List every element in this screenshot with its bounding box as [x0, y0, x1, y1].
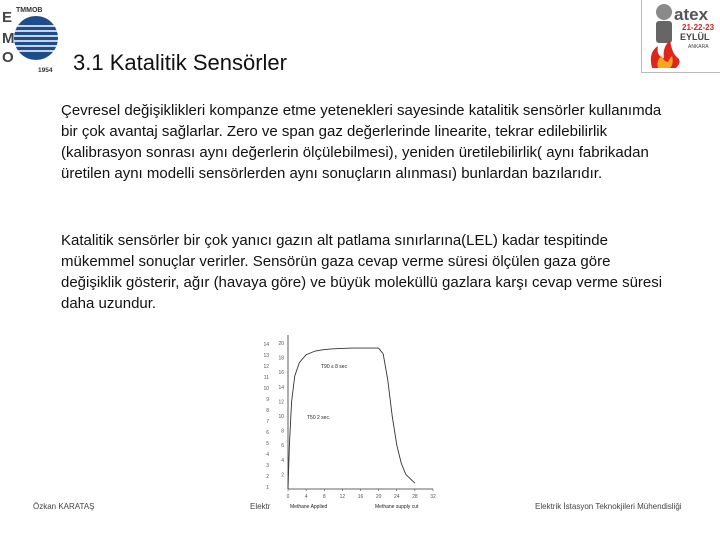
y-tick-left-label: 6 [266, 429, 269, 436]
x-tick-label: 20 [375, 494, 382, 500]
footer-author: Özkan KARATAŞ [33, 502, 95, 511]
emo-letter-e: E [2, 9, 13, 26]
emo-letter-o: O [2, 49, 14, 66]
response-chart-svg [255, 325, 445, 525]
y-tick-left-label: 4 [266, 451, 269, 458]
atex-month: EYLÜL [680, 32, 710, 42]
atex-logo [641, 0, 720, 73]
atex-brand: atex [674, 5, 709, 24]
y-tick-left-label: 14 [263, 341, 269, 348]
response-chart [255, 325, 445, 525]
y-tick-left-label: 3 [266, 462, 269, 469]
y-tick-right-label: 8 [281, 428, 284, 435]
paragraph-advantages: Çevresel değişiklikleri kompanze etme yetenekleri sayesinde katalitik sensörler kullanımda bir çok avantaj sağlarlar. Zero ve span gaz değerlerinde linearite, tekrar edilebilirlik (kalibrasyon sonrası aynı değerlerin ölçülebilmesi), yeniden üretilebilirlik( aynı fabrikadan üretilen aynı modelli sensörlerden aynı sonuçların alınması) bunlardan bazılarıdır. [61, 102, 662, 182]
label-methane-cut: Methane supply cut [375, 504, 419, 510]
y-tick-right-label: 20 [278, 341, 284, 347]
x-tick-label: 0 [286, 494, 290, 500]
atex-city: ANKARA [688, 44, 709, 50]
x-tick-label: 4 [304, 494, 308, 500]
y-tick-right-label: 14 [278, 384, 284, 391]
label-methane-applied: Methane Applied [290, 504, 328, 510]
t50-annotation: T50 2 sec. [307, 415, 331, 421]
emo-year: 1954 [38, 67, 53, 74]
atex-logo-graphic [642, 0, 720, 72]
y-tick-left-label: 5 [266, 440, 269, 447]
y-tick-left-label: 12 [263, 363, 269, 370]
x-tick-label: 16 [357, 494, 364, 500]
y-tick-right-label: 18 [278, 355, 284, 362]
y-tick-left-label: 8 [266, 407, 269, 414]
y-tick-left-label: 2 [266, 473, 269, 480]
y-tick-left-label: 1 [266, 485, 269, 491]
emo-letter-m: M [2, 30, 15, 47]
y-tick-left-label: 10 [263, 385, 269, 392]
x-tick-label: 28 [412, 494, 418, 500]
x-tick-label: 32 [430, 494, 436, 500]
y-tick-left-label: 13 [263, 352, 269, 359]
paragraph-detection: Katalitik sensörler bir çok yanıcı gazın alt patlama sınırlarına(LEL) kadar tespitinde mükemmel sonuçlar verirler. Sensörün gaza cevap verme süresi ölçülen gaza göre değişiklik gösterir, ağır (havaya göre) ve büyük moleküllü gazlara karşı cevap verme süresi daha uzundur. [61, 232, 663, 312]
slide-title: 3.1 Katalitik Sensörler [73, 50, 287, 75]
y-tick-right-label: 16 [278, 370, 284, 377]
t90-annotation: T90 ≤ 8 sec [321, 364, 348, 370]
footer-middle: Elektr [250, 502, 271, 511]
footer-department: Elektrik İstasyon Teknokjileri Mühendisliği [535, 502, 682, 511]
emo-top-text: TMMOB [16, 7, 43, 14]
atex-dates: 21-22-23 [682, 23, 715, 32]
emo-logo [2, 2, 66, 74]
y-tick-right-label: 2 [281, 472, 284, 479]
emo-logo-graphic [2, 2, 66, 74]
y-tick-right-label: 12 [278, 399, 284, 406]
x-tick-label: 12 [339, 494, 346, 500]
x-tick-label: 24 [393, 494, 400, 500]
y-tick-left-label: 11 [263, 374, 269, 381]
y-tick-right-label: 10 [278, 414, 284, 420]
y-tick-right-label: 6 [281, 443, 284, 450]
y-tick-left-label: 7 [266, 418, 269, 425]
x-tick-label: 8 [322, 494, 326, 500]
y-tick-left-label: 9 [266, 396, 269, 403]
y-tick-right-label: 4 [281, 457, 284, 464]
